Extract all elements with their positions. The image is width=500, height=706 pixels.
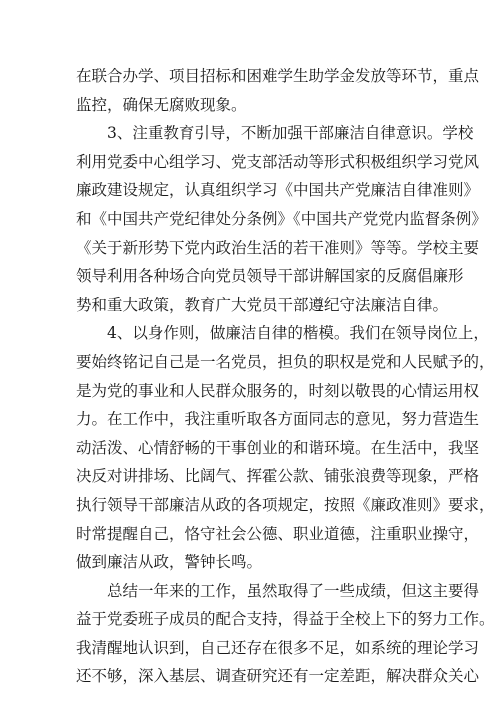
text-line: 还不够，深入基层、调查研究还有一定差距，解决群众关心 [76,667,480,686]
text-line: 要始终铭记自己是一名党员，担负的职权是党和人民赋予的， [76,352,495,371]
text-line: 势和重大政策，教育广大党员干部遵纪守法廉洁自律。 [76,295,449,314]
paragraph-heading-3: 3、注重教育引导，不断加强干部廉洁自律意识。学校 [107,124,474,143]
text-line: 和《中国共产党纪律处分条例》《中国共产党党内监督条例》 [76,209,487,228]
text-line: 力。在工作中，我注重听取各方面同志的意见，努力营造生 [76,410,480,429]
text-line: 利用党委中心组学习、党支部活动等形式积极组织学习党风 [76,152,480,171]
document-body [76,62,495,691]
text-line: 决反对讲排场、比阔气、挥霍公款、铺张浪费等现象，严格 [76,467,480,486]
text-line: 我清醒地认识到，自己还存在很多不足，如系统的理论学习 [76,638,480,657]
text-line: 执行领导干部廉洁从政的各项规定，按照《廉政准则》要求， [76,495,495,514]
text-line: 领导利用各种场合向党员领导干部讲解国家的反腐倡廉形 [76,267,464,286]
text-line: 《关于新形势下党内政治生活的若干准则》等等。学校主要 [76,238,480,257]
text-line: 是为党的事业和人民群众服务的，时刻以敬畏的心情运用权 [76,381,480,400]
text-line: 动活泼、心情舒畅的干事创业的和谐环境。在生活中，我坚 [76,438,480,457]
text-line: 做到廉洁从政，警钟长鸣。 [76,553,263,572]
text-line: 在联合办学、项目招标和困难学生助学金发放等环节，重点 [76,67,480,85]
text-line: 时常提醒自己，恪守社会公德、职业道德，注重职业操守， [76,524,480,543]
text-line: 益于党委班子成员的配合支持，得益于全校上下的努力工作。 [76,610,495,629]
text-line: 廉政建设规定，认真组织学习《中国共产党廉洁自律准则》 [76,181,480,200]
text-line: 监控，确保无腐败现象。 [76,95,247,114]
paragraph-start-summary: 总结一年来的工作，虽然取得了一些成绩，但这主要得 [107,581,480,600]
paragraph-heading-4: 4、以身作则，做廉洁自律的楷模。我们在领导岗位上， [107,324,489,343]
